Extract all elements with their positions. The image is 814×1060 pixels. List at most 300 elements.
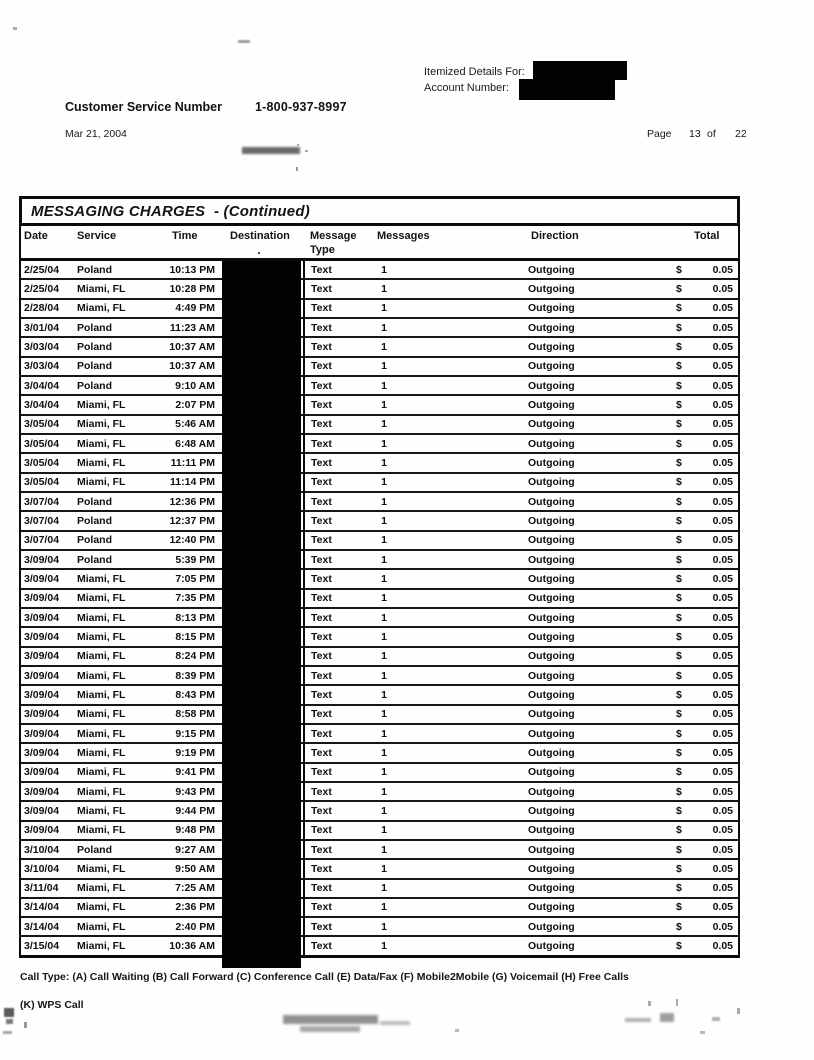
cell-currency: $: [676, 592, 682, 605]
table-row: [21, 377, 738, 396]
scan-noise: [737, 1008, 740, 1014]
table-row: [21, 686, 738, 705]
cell-messages: 1: [381, 553, 387, 566]
cell-messages: 1: [381, 437, 387, 450]
call-type-legend: Call Type: (A) Call Waiting (B) Call Forward (C) Conference Call (E) Data/Fax (F) Mobile2Mobile (G) Voicemail (H) Free Calls: [20, 971, 629, 983]
cell-service: Miami, FL: [77, 824, 126, 837]
cell-direction: Outgoing: [528, 650, 575, 663]
cell-messages: 1: [381, 746, 387, 759]
cell-currency: $: [676, 901, 682, 914]
cell-amount: 0.05: [712, 437, 733, 450]
table-row: [21, 822, 738, 841]
cell-messages: 1: [381, 708, 387, 721]
cell-msg_type: Text: [311, 398, 332, 411]
table-row: [21, 532, 738, 551]
cell-date: 3/03/04: [24, 340, 60, 353]
cell-messages: 1: [381, 901, 387, 914]
cell-direction: Outgoing: [528, 727, 575, 740]
cell-msg_type: Text: [311, 630, 332, 643]
cell-direction: Outgoing: [528, 321, 575, 334]
cell-service: Poland: [77, 360, 113, 373]
cell-amount: 0.05: [712, 824, 733, 837]
cell-amount: 0.05: [712, 862, 733, 875]
cell-msg_type: Text: [311, 282, 332, 295]
cell-direction: Outgoing: [528, 669, 575, 682]
table-row: [21, 764, 738, 783]
cell-time: 9:15 PM: [175, 727, 215, 740]
cell-direction: Outgoing: [528, 495, 575, 508]
cell-amount: 0.05: [712, 553, 733, 566]
scan-noise: [296, 167, 298, 171]
cell-currency: $: [676, 785, 682, 798]
cell-msg_type: Text: [311, 495, 332, 508]
cell-date: 3/10/04: [24, 843, 60, 856]
cell-messages: 1: [381, 940, 387, 953]
cell-amount: 0.05: [712, 456, 733, 469]
itemized-details-label: Itemized Details For:: [424, 66, 525, 78]
cell-date: 3/07/04: [24, 534, 60, 547]
cell-amount: 0.05: [712, 534, 733, 547]
scan-noise: [676, 999, 678, 1006]
column-divider-line: [303, 261, 305, 958]
cell-amount: 0.05: [712, 514, 733, 527]
cell-time: 12:40 PM: [169, 534, 215, 547]
cell-direction: Outgoing: [528, 746, 575, 759]
cell-service: Miami, FL: [77, 940, 126, 953]
cell-messages: 1: [381, 456, 387, 469]
cell-messages: 1: [381, 263, 387, 276]
cell-amount: 0.05: [712, 882, 733, 895]
cell-date: 3/05/04: [24, 437, 60, 450]
cell-amount: 0.05: [712, 572, 733, 585]
scan-noise: [24, 1022, 27, 1028]
cell-service: Miami, FL: [77, 766, 126, 779]
table-row: [21, 841, 738, 860]
scan-dot: [258, 252, 260, 254]
cell-currency: $: [676, 321, 682, 334]
cell-service: Miami, FL: [77, 901, 126, 914]
cell-direction: Outgoing: [528, 630, 575, 643]
cell-service: Poland: [77, 495, 113, 508]
cell-time: 9:41 PM: [175, 766, 215, 779]
cell-currency: $: [676, 534, 682, 547]
cell-service: Miami, FL: [77, 476, 126, 489]
cell-messages: 1: [381, 766, 387, 779]
cell-msg_type: Text: [311, 592, 332, 605]
cell-date: 3/09/04: [24, 766, 60, 779]
cell-messages: 1: [381, 495, 387, 508]
page-total: 22: [735, 128, 747, 140]
cell-direction: Outgoing: [528, 476, 575, 489]
cell-msg_type: Text: [311, 514, 332, 527]
cell-amount: 0.05: [712, 727, 733, 740]
cell-msg_type: Text: [311, 920, 332, 933]
table-row: [21, 454, 738, 473]
cell-direction: Outgoing: [528, 940, 575, 953]
cell-time: 9:27 AM: [175, 843, 215, 856]
cell-date: 3/05/04: [24, 418, 60, 431]
cell-date: 3/09/04: [24, 804, 60, 817]
cell-service: Miami, FL: [77, 592, 126, 605]
cell-msg_type: Text: [311, 379, 332, 392]
table-row: [21, 493, 738, 512]
cell-direction: Outgoing: [528, 282, 575, 295]
cell-time: 12:37 PM: [169, 514, 215, 527]
cell-messages: 1: [381, 920, 387, 933]
cell-service: Miami, FL: [77, 708, 126, 721]
cell-amount: 0.05: [712, 708, 733, 721]
cell-direction: Outgoing: [528, 514, 575, 527]
table-row: [21, 880, 738, 899]
table-row: [21, 300, 738, 319]
cell-amount: 0.05: [712, 495, 733, 508]
cell-service: Miami, FL: [77, 282, 126, 295]
cell-direction: Outgoing: [528, 360, 575, 373]
scan-noise: [4, 1008, 14, 1017]
cell-time: 10:37 AM: [169, 360, 215, 373]
cell-date: 3/05/04: [24, 476, 60, 489]
cell-amount: 0.05: [712, 398, 733, 411]
cell-service: Poland: [77, 263, 113, 276]
redaction-account-number: [519, 79, 615, 100]
cell-currency: $: [676, 804, 682, 817]
cell-amount: 0.05: [712, 418, 733, 431]
cell-time: 7:25 AM: [175, 882, 215, 895]
cell-time: 9:43 PM: [175, 785, 215, 798]
cell-msg_type: Text: [311, 360, 332, 373]
cell-currency: $: [676, 669, 682, 682]
cell-amount: 0.05: [712, 804, 733, 817]
cell-date: 2/28/04: [24, 302, 60, 315]
cell-direction: Outgoing: [528, 804, 575, 817]
cell-time: 5:46 AM: [175, 418, 215, 431]
cell-amount: 0.05: [712, 630, 733, 643]
cell-direction: Outgoing: [528, 553, 575, 566]
cell-time: 8:43 PM: [175, 688, 215, 701]
cell-direction: Outgoing: [528, 688, 575, 701]
cell-time: 8:58 PM: [175, 708, 215, 721]
cell-currency: $: [676, 476, 682, 489]
cell-messages: 1: [381, 534, 387, 547]
cell-date: 3/14/04: [24, 901, 60, 914]
table-rows: [19, 261, 740, 958]
cell-service: Miami, FL: [77, 398, 126, 411]
cell-messages: 1: [381, 360, 387, 373]
cell-msg_type: Text: [311, 669, 332, 682]
table-row: [21, 319, 738, 338]
table-row: [21, 783, 738, 802]
cell-service: Miami, FL: [77, 302, 126, 315]
cell-amount: 0.05: [712, 379, 733, 392]
cell-time: 7:35 PM: [175, 592, 215, 605]
cell-currency: $: [676, 340, 682, 353]
cell-date: 3/04/04: [24, 379, 60, 392]
cell-currency: $: [676, 572, 682, 585]
cell-direction: Outgoing: [528, 418, 575, 431]
table-row: [21, 860, 738, 879]
table-row: [21, 416, 738, 435]
cell-amount: 0.05: [712, 611, 733, 624]
scan-noise: [625, 1018, 651, 1022]
col-header-direction: Direction: [531, 230, 579, 242]
cell-time: 12:36 PM: [169, 495, 215, 508]
cell-direction: Outgoing: [528, 572, 575, 585]
redaction-destination-column: [222, 261, 301, 968]
scan-noise: [712, 1017, 720, 1021]
cell-time: 9:10 AM: [175, 379, 215, 392]
cell-time: 8:13 PM: [175, 611, 215, 624]
cell-date: 3/11/04: [24, 882, 59, 895]
cell-amount: 0.05: [712, 340, 733, 353]
cell-direction: Outgoing: [528, 263, 575, 276]
cell-currency: $: [676, 553, 682, 566]
cell-currency: $: [676, 650, 682, 663]
cell-messages: 1: [381, 514, 387, 527]
cell-amount: 0.05: [712, 940, 733, 953]
cell-currency: $: [676, 766, 682, 779]
cell-direction: Outgoing: [528, 882, 575, 895]
messaging-charges-table: [19, 196, 740, 958]
table-row: [21, 338, 738, 357]
cell-amount: 0.05: [712, 766, 733, 779]
cell-messages: 1: [381, 418, 387, 431]
table-row: [21, 396, 738, 415]
table-row: [21, 590, 738, 609]
cell-messages: 1: [381, 785, 387, 798]
cell-service: Miami, FL: [77, 862, 126, 875]
scan-noise: [660, 1013, 674, 1022]
cell-time: 5:39 PM: [175, 553, 215, 566]
cell-time: 8:15 PM: [175, 630, 215, 643]
cell-direction: Outgoing: [528, 592, 575, 605]
cell-msg_type: Text: [311, 650, 332, 663]
cell-date: 3/09/04: [24, 592, 60, 605]
cell-msg_type: Text: [311, 418, 332, 431]
cell-messages: 1: [381, 862, 387, 875]
cell-direction: Outgoing: [528, 785, 575, 798]
cell-service: Miami, FL: [77, 920, 126, 933]
cell-service: Miami, FL: [77, 746, 126, 759]
scan-smudge: [300, 1026, 360, 1032]
cell-date: 3/09/04: [24, 630, 60, 643]
cell-msg_type: Text: [311, 437, 332, 450]
page-number: 13: [689, 128, 701, 140]
cell-date: 3/09/04: [24, 785, 60, 798]
cell-currency: $: [676, 843, 682, 856]
cell-direction: Outgoing: [528, 708, 575, 721]
table-row: [21, 570, 738, 589]
cell-service: Miami, FL: [77, 437, 126, 450]
cell-time: 8:39 PM: [175, 669, 215, 682]
cell-msg_type: Text: [311, 862, 332, 875]
cell-service: Poland: [77, 553, 113, 566]
cell-time: 6:48 AM: [175, 437, 215, 450]
cell-direction: Outgoing: [528, 379, 575, 392]
cell-time: 2:36 PM: [175, 901, 215, 914]
cell-msg_type: Text: [311, 766, 332, 779]
cell-currency: $: [676, 708, 682, 721]
scan-noise: [455, 1029, 459, 1032]
scan-noise: [13, 27, 17, 30]
cell-messages: 1: [381, 379, 387, 392]
cell-service: Miami, FL: [77, 611, 126, 624]
cell-direction: Outgoing: [528, 843, 575, 856]
cell-messages: 1: [381, 572, 387, 585]
cell-date: 3/15/04: [24, 940, 60, 953]
cell-direction: Outgoing: [528, 302, 575, 315]
table-title: MESSAGING CHARGES - (Continued): [19, 196, 740, 226]
cell-service: Miami, FL: [77, 804, 126, 817]
cell-direction: Outgoing: [528, 437, 575, 450]
cell-time: 10:13 PM: [169, 263, 215, 276]
cell-service: Poland: [77, 843, 113, 856]
cell-service: Poland: [77, 379, 113, 392]
cell-time: 10:36 AM: [169, 940, 215, 953]
cell-currency: $: [676, 920, 682, 933]
cell-msg_type: Text: [311, 824, 332, 837]
cell-messages: 1: [381, 340, 387, 353]
cell-time: 4:49 PM: [175, 302, 215, 315]
table-row: [21, 280, 738, 299]
cell-currency: $: [676, 418, 682, 431]
cell-msg_type: Text: [311, 708, 332, 721]
scan-noise: [297, 144, 299, 146]
cell-date: 3/09/04: [24, 669, 60, 682]
cell-currency: $: [676, 862, 682, 875]
cell-amount: 0.05: [712, 592, 733, 605]
cell-msg_type: Text: [311, 940, 332, 953]
cell-date: 3/01/04: [24, 321, 60, 334]
cell-time: 9:48 PM: [175, 824, 215, 837]
cell-messages: 1: [381, 302, 387, 315]
cell-time: 7:05 PM: [175, 572, 215, 585]
cell-service: Miami, FL: [77, 688, 126, 701]
cell-msg_type: Text: [311, 804, 332, 817]
cell-direction: Outgoing: [528, 766, 575, 779]
cell-amount: 0.05: [712, 920, 733, 933]
col-header-message-type: Message Type: [310, 230, 357, 256]
table-row: [21, 358, 738, 377]
cell-date: 3/09/04: [24, 688, 60, 701]
cell-service: Miami, FL: [77, 456, 126, 469]
cell-msg_type: Text: [311, 476, 332, 489]
cell-direction: Outgoing: [528, 398, 575, 411]
cell-amount: 0.05: [712, 302, 733, 315]
cell-direction: Outgoing: [528, 901, 575, 914]
cell-service: Miami, FL: [77, 669, 126, 682]
col-header-time: Time: [172, 230, 198, 242]
cell-service: Miami, FL: [77, 418, 126, 431]
cell-amount: 0.05: [712, 263, 733, 276]
cell-currency: $: [676, 302, 682, 315]
cell-messages: 1: [381, 727, 387, 740]
cell-time: 8:24 PM: [175, 650, 215, 663]
cell-currency: $: [676, 746, 682, 759]
cell-time: 11:23 AM: [169, 321, 215, 334]
cell-currency: $: [676, 263, 682, 276]
cell-time: 2:07 PM: [175, 398, 215, 411]
cell-currency: $: [676, 360, 682, 373]
scan-noise: [305, 150, 308, 152]
cell-currency: $: [676, 514, 682, 527]
cell-messages: 1: [381, 592, 387, 605]
cell-date: 3/07/04: [24, 495, 60, 508]
cell-date: 3/10/04: [24, 862, 60, 875]
cell-direction: Outgoing: [528, 340, 575, 353]
cell-currency: $: [676, 437, 682, 450]
cell-currency: $: [676, 688, 682, 701]
cell-service: Poland: [77, 321, 113, 334]
cell-amount: 0.05: [712, 282, 733, 295]
cell-service: Miami, FL: [77, 572, 126, 585]
cell-messages: 1: [381, 630, 387, 643]
statement-date: Mar 21, 2004: [65, 128, 127, 140]
cell-time: 9:50 AM: [175, 862, 215, 875]
cell-amount: 0.05: [712, 843, 733, 856]
cell-msg_type: Text: [311, 340, 332, 353]
cell-messages: 1: [381, 476, 387, 489]
scan-noise: [238, 40, 250, 43]
page-of-label: of: [707, 128, 716, 140]
cell-date: 3/05/04: [24, 456, 60, 469]
cell-msg_type: Text: [311, 688, 332, 701]
cell-service: Miami, FL: [77, 630, 126, 643]
cell-date: 3/09/04: [24, 553, 60, 566]
cell-service: Poland: [77, 534, 113, 547]
cell-date: 3/09/04: [24, 650, 60, 663]
cell-currency: $: [676, 824, 682, 837]
cell-direction: Outgoing: [528, 611, 575, 624]
cell-service: Miami, FL: [77, 882, 126, 895]
cell-service: Poland: [77, 514, 113, 527]
page-label: Page: [647, 128, 672, 140]
table-row: [21, 261, 738, 280]
table-row: [21, 435, 738, 454]
cell-date: 3/04/04: [24, 398, 60, 411]
cell-amount: 0.05: [712, 321, 733, 334]
cell-messages: 1: [381, 611, 387, 624]
cell-date: 3/14/04: [24, 920, 60, 933]
col-header-destination: Destination: [230, 230, 290, 242]
cell-msg_type: Text: [311, 882, 332, 895]
cell-time: 10:37 AM: [169, 340, 215, 353]
table-row: [21, 706, 738, 725]
cell-amount: 0.05: [712, 650, 733, 663]
scan-noise: [3, 1031, 12, 1034]
account-number-label: Account Number:: [424, 82, 509, 94]
cell-time: 9:44 PM: [175, 804, 215, 817]
cell-msg_type: Text: [311, 553, 332, 566]
cell-date: 3/09/04: [24, 708, 60, 721]
cell-amount: 0.05: [712, 901, 733, 914]
cell-messages: 1: [381, 824, 387, 837]
cell-date: 3/07/04: [24, 514, 60, 527]
cell-direction: Outgoing: [528, 862, 575, 875]
table-row: [21, 918, 738, 937]
table-row: [21, 551, 738, 570]
scan-noise: [700, 1031, 705, 1034]
table-header-row: [19, 226, 740, 261]
cell-messages: 1: [381, 669, 387, 682]
cell-msg_type: Text: [311, 843, 332, 856]
redaction-itemized-details: [533, 61, 627, 80]
table-row: [21, 802, 738, 821]
cell-msg_type: Text: [311, 572, 332, 585]
cell-currency: $: [676, 611, 682, 624]
col-header-total: Total: [694, 230, 720, 242]
cell-currency: $: [676, 630, 682, 643]
cell-msg_type: Text: [311, 456, 332, 469]
